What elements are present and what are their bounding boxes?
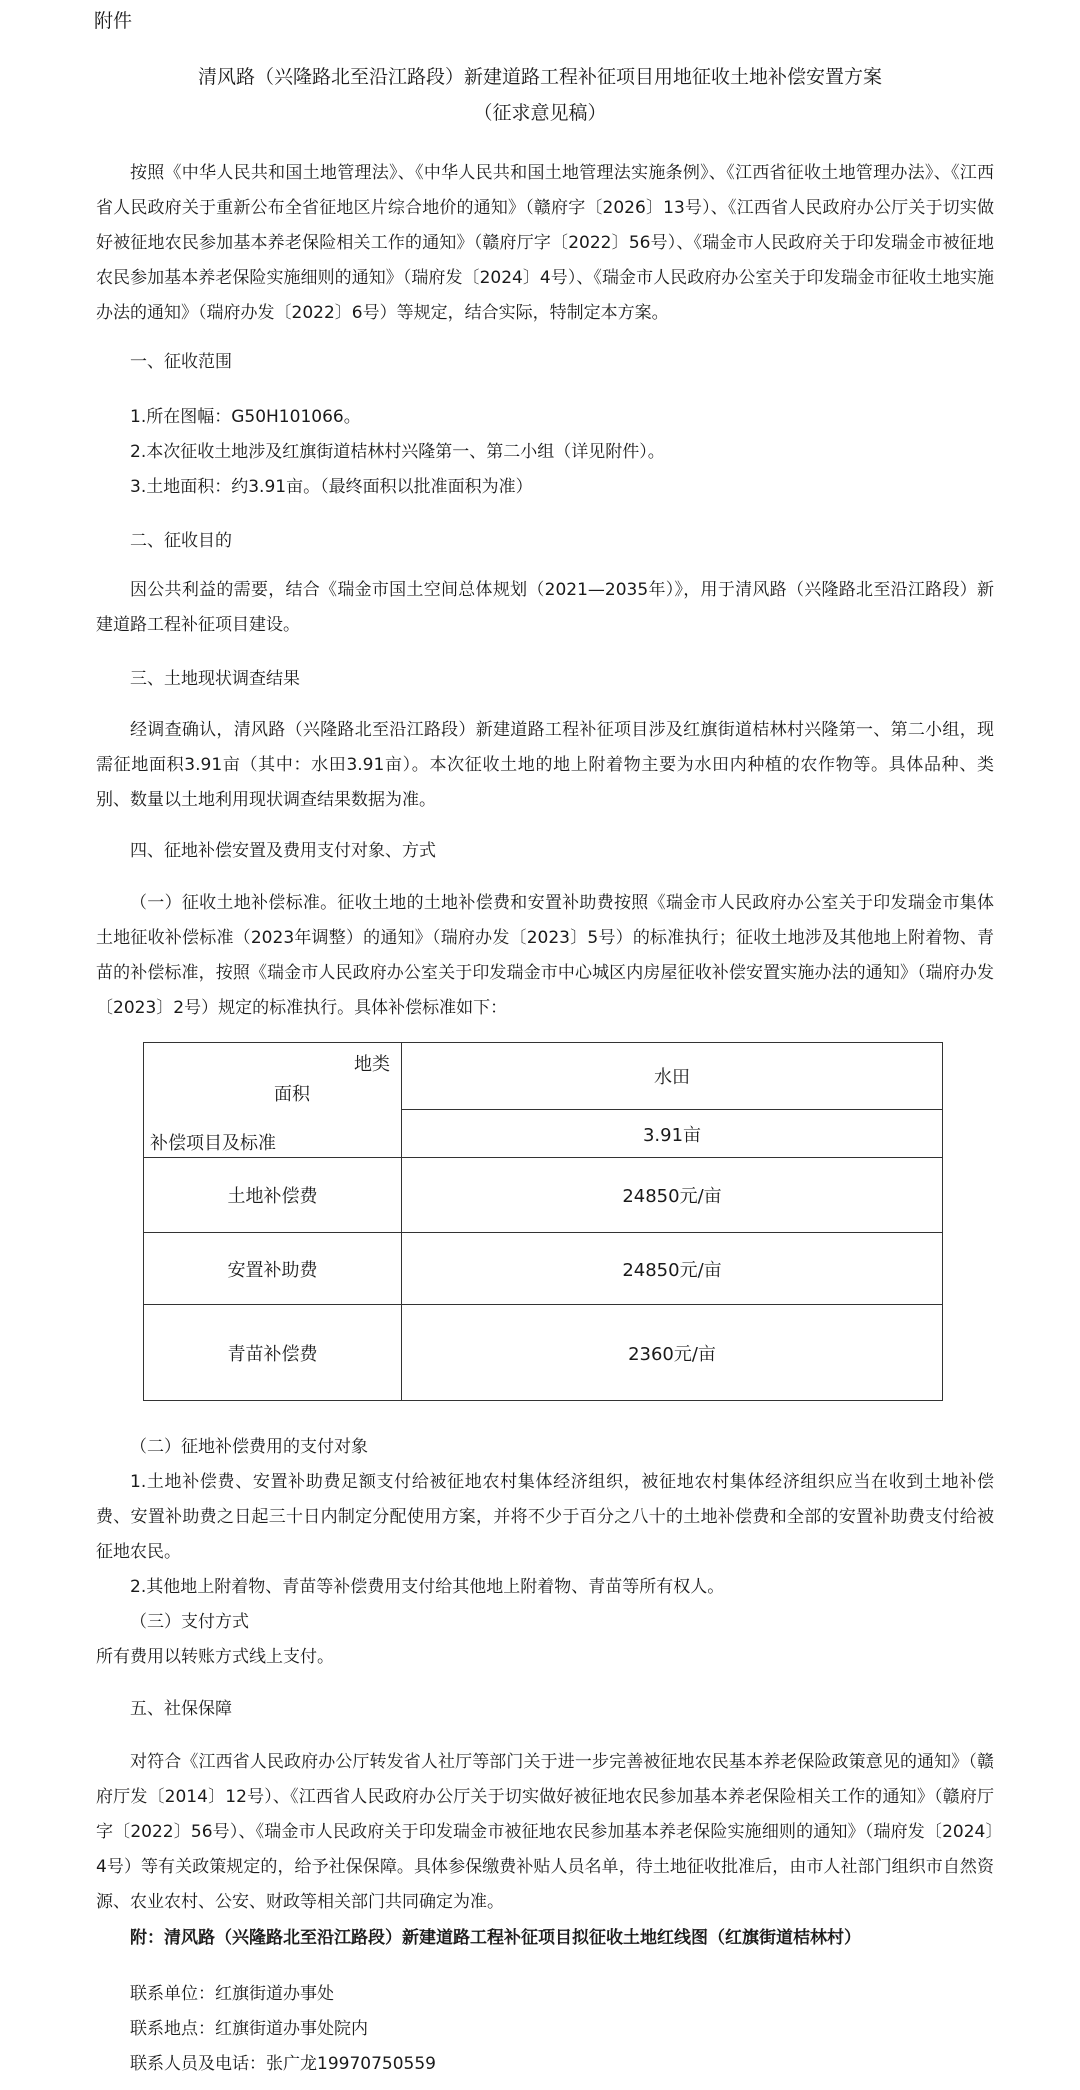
item-cell: 安置补助费 <box>144 1233 402 1305</box>
value-cell: 2360元/亩 <box>402 1305 943 1401</box>
section4-sub3-heading: （三）支付方式 <box>130 1612 249 1632</box>
section1-item-3: 3.土地面积：约3.91亩。（最终面积以批准面积为准） <box>130 477 533 497</box>
item-cell: 青苗补偿费 <box>144 1305 402 1401</box>
table-row <box>144 1233 943 1305</box>
document-subtitle: （征求意见稿） <box>473 102 607 124</box>
corner-item-label: 补偿项目及标准 <box>150 1132 276 1154</box>
document-title: 清风路（兴隆路北至沿江路段）新建道路工程补征项目用地征收土地补偿安置方案 <box>197 66 882 88</box>
corner-land-type-label: 地类 <box>354 1053 390 1075</box>
contact-unit: 联系单位：红旗街道办事处 <box>130 1984 334 2004</box>
section1-item-2: 2.本次征收土地涉及红旗街道桔林村兴隆第一、第二小组（详见附件）。 <box>130 442 665 462</box>
attachment-label: 附件 <box>94 10 133 32</box>
table-corner-header <box>144 1043 402 1158</box>
compensation-table <box>143 1042 943 1401</box>
section3-body: 经调查确认，清风路（兴隆路北至沿江路段）新建道路工程补征项目涉及红旗街道桔林村兴隆第一、第二小组，现需征地面积3.91亩（其中：水田3.91亩）。本次征收土地的地上附着物主要为水田内种植的农作物等。具体品种、类别、数量以土地利用现状调查结果数据为准。 <box>96 720 994 810</box>
section3-heading: 三、土地现状调查结果 <box>130 669 300 689</box>
value-cell: 24850元/亩 <box>402 1158 943 1233</box>
section4-sub3-body: 所有费用以转账方式线上支付。 <box>96 1647 334 1667</box>
section4-sub2-item2: 2.其他地上附着物、青苗等补偿费用支付给其他地上附着物、青苗等所有权人。 <box>130 1577 725 1597</box>
section4-sub1: （一）征收土地补偿标准。征收土地的土地补偿费和安置补助费按照《瑞金市人民政府办公室关于印发瑞金市集体土地征收补偿标准（2023年调整）的通知》（瑞府办发〔2023〕5号）的标准执行；征收土地涉及其他地上附着物、青苗的补偿标准，按照《瑞金市人民政府办公室关于印发瑞金市中心城区内房屋征收补偿安置实施办法的通知》（瑞府办发〔2023〕2号）规定的标准执行。具体补偿标准如下： <box>96 893 994 1018</box>
section4-sub2-heading: （二）征地补偿费用的支付对象 <box>130 1437 368 1457</box>
item-cell: 土地补偿费 <box>144 1158 402 1233</box>
land-type-cell: 水田 <box>402 1043 943 1110</box>
table-row <box>144 1305 943 1401</box>
section4-sub2-item1: 1.土地补偿费、安置补助费足额支付给被征地农村集体经济组织，被征地农村集体经济组织应当在收到土地补偿费、安置补助费之日起三十日内制定分配使用方案，并将不少于百分之八十的土地补偿费和全部的安置补助费支付给被征地农民。 <box>96 1472 994 1562</box>
intro-paragraph: 按照《中华人民共和国土地管理法》、《中华人民共和国土地管理法实施条例》、《江西省征收土地管理办法》、《江西省人民政府关于重新公布全省征地区片综合地价的通知》（赣府字〔2026〕13号）、《江西省人民政府办公厅关于切实做好被征地农民参加基本养老保险相关工作的通知》（赣府厅字〔2022〕56号）、《瑞金市人民政府关于印发瑞金市被征地农民参加基本养老保险实施细则的通知》（瑞府发〔2024〕4号）、《瑞金市人民政府办公室关于印发瑞金市征收土地实施办法的通知》（瑞府办发〔2022〕6号）等规定，结合实际，特制定本方案。 <box>96 163 994 323</box>
area-cell: 3.91亩 <box>402 1110 943 1158</box>
section1-item-1: 1.所在图幅：G50H101066。 <box>130 407 361 427</box>
section5-heading: 五、社保保障 <box>130 1699 232 1719</box>
section5-body: 对符合《江西省人民政府办公厅转发省人社厅等部门关于进一步完善被征地农民基本养老保险政策意见的通知》（赣府厅发〔2014〕12号）、《江西省人民政府办公厅关于切实做好被征地农民参加基本养老保险相关工作的通知》（赣府厅字〔2022〕56号）、《瑞金市人民政府关于印发瑞金市被征地农民参加基本养老保险实施细则的通知》（瑞府发〔2024〕4号）等有关政策规定的，给予社保保障。具体参保缴费补贴人员名单，待土地征收批准后，由市人社部门组织市自然资源、农业农村、公安、财政等相关部门共同确定为准。 <box>96 1752 994 1912</box>
section4-heading: 四、征地补偿安置及费用支付对象、方式 <box>130 841 436 861</box>
corner-area-label: 面积 <box>274 1083 310 1105</box>
attachment-note: 附：清风路（兴隆路北至沿江路段）新建道路工程补征项目拟征收土地红线图（红旗街道桔林村） <box>130 1928 861 1948</box>
contact-place: 联系地点：红旗街道办事处院内 <box>130 2019 368 2039</box>
table-row <box>144 1158 943 1233</box>
contact-person: 联系人员及电话：张广龙19970750559 <box>130 2054 436 2074</box>
section2-body: 因公共利益的需要，结合《瑞金市国土空间总体规划（2021—2035年）》，用于清风路（兴隆路北至沿江路段）新建道路工程补征项目建设。 <box>96 580 994 635</box>
section2-heading: 二、征收目的 <box>130 531 232 551</box>
section1-heading: 一、征收范围 <box>130 352 232 372</box>
value-cell: 24850元/亩 <box>402 1233 943 1305</box>
